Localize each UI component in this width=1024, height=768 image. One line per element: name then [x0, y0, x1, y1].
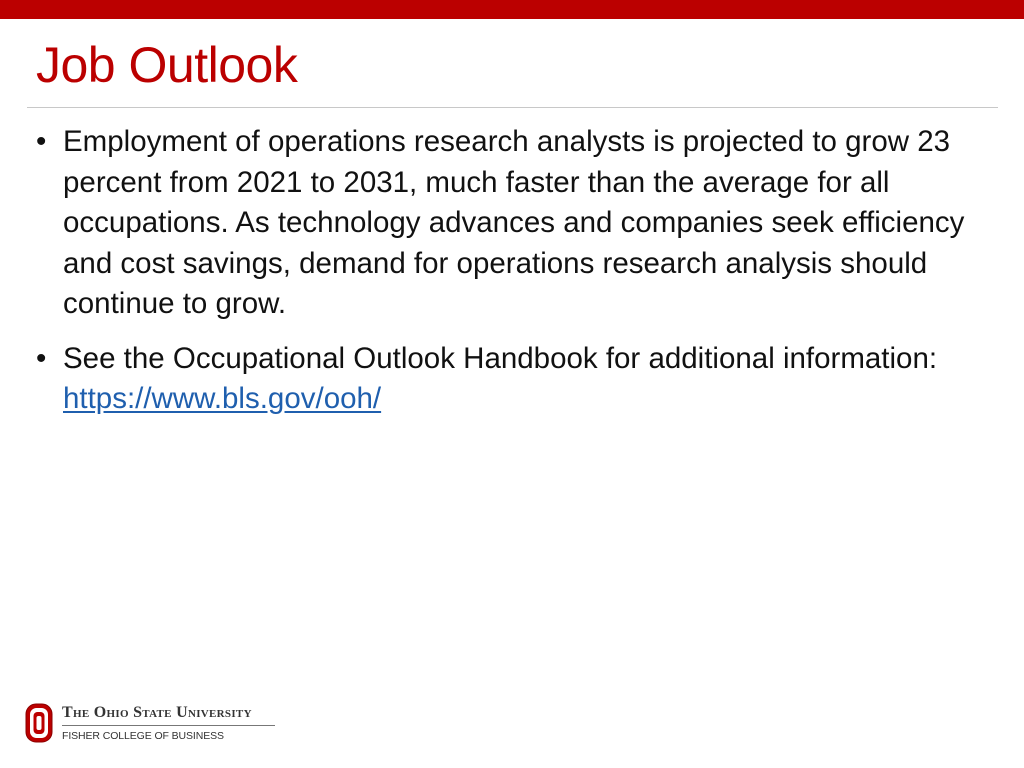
university-name: The Ohio State University	[62, 704, 252, 721]
bullet-list	[36, 122, 996, 434]
bullet-text: See the Occupational Outlook Handbook for additional information:	[63, 341, 938, 375]
logo-divider	[62, 725, 275, 726]
bullet-text: Employment of operations research analysts is projected to grow 23 percent from 2021 to 2031, much faster than the average for all occupations. As technology advances and companies seek efficiency and cost savings, demand for operations research analysis should continue to grow.	[63, 125, 965, 320]
title-divider	[27, 107, 998, 108]
college-name: FISHER COLLEGE OF BUSINESS	[62, 730, 224, 742]
slide-title: Job Outlook	[36, 37, 298, 93]
bls-ooh-link[interactable]: https://www.bls.gov/ooh/	[63, 382, 382, 415]
bullet-item	[36, 122, 996, 325]
bullet-item	[36, 339, 996, 420]
block-o-icon	[25, 703, 53, 743]
bullet-marker: •	[36, 125, 47, 158]
bullet-marker: •	[36, 341, 47, 375]
university-logo	[25, 703, 285, 745]
top-accent-bar	[0, 0, 1024, 19]
